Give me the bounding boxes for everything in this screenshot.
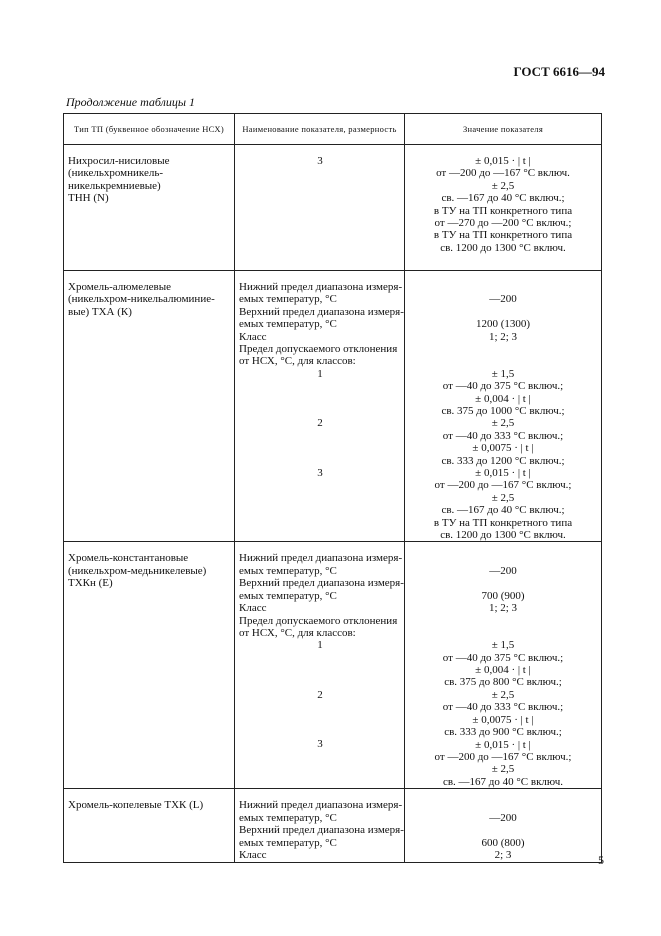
indicator-value-line: св. —167 до 40 °С включ.: [442, 775, 564, 788]
indicator-value-line: —200: [489, 564, 517, 577]
indicator-name-line: 3: [317, 738, 323, 751]
document-header: ГОСТ 6616—94: [513, 64, 605, 79]
indicator-name-line: 1: [317, 639, 323, 652]
thermocouple-type: [64, 145, 235, 271]
indicator-value: [405, 271, 602, 542]
thermocouple-type-line: ТНН (N): [68, 192, 109, 205]
indicator-name: [235, 789, 405, 862]
indicator-name-line: емых температур, °С: [239, 811, 337, 824]
specification-table: [63, 113, 602, 863]
table-row: [64, 789, 602, 862]
thermocouple-type-line: ТХКн (Е): [68, 577, 113, 590]
indicator-value-line: ± 1,5: [491, 367, 515, 380]
table-row: [64, 271, 602, 542]
header-type: Тип ТП (буквенное обозначение НСХ): [64, 114, 235, 145]
indicator-value-line: ± 2,5: [491, 763, 515, 776]
indicator-value-line: —200: [489, 293, 517, 306]
indicator-value-line: св. 375 до 800 °С включ.;: [444, 676, 562, 689]
thermocouple-type-line: Хромель-константановые: [68, 552, 189, 565]
table-row: [64, 542, 602, 789]
thermocouple-type: [64, 542, 235, 789]
spacer: [407, 355, 599, 367]
indicator-value-line: ± 2,5: [491, 179, 515, 192]
indicator-name-line: 3: [317, 155, 323, 167]
indicator-value-line: от —200 до —167 °С включ.;: [434, 750, 572, 763]
indicator-value-line: 600 (800): [481, 836, 525, 849]
indicator-name-line: Нижний предел диапазона измеря-: [239, 552, 403, 565]
indicator-value-line: ± 0,004 · | t |: [475, 664, 531, 677]
indicator-name-line: емых температур, °С: [239, 318, 337, 331]
spacer: [407, 343, 599, 355]
indicator-name-line: Класс: [239, 330, 267, 343]
indicator-value-line: в ТУ на ТП конкретного типа: [433, 516, 573, 529]
spacer: [407, 281, 599, 293]
indicator-value-line: от —40 до 333 °С включ.;: [442, 701, 564, 714]
indicator-name-line: Предел допускаемого отклонения: [239, 343, 398, 356]
indicator-name-line: емых температур, °С: [239, 589, 337, 602]
indicator-value-line: ± 2,5: [491, 491, 515, 504]
spacer: [239, 405, 401, 417]
indicator-value-line: ± 0,015 · | t |: [475, 155, 531, 167]
indicator-value-line: от —40 до 375 °С включ.;: [442, 380, 564, 393]
indicator-value-line: св. 1200 до 1300 °С включ.: [440, 241, 566, 254]
indicator-name-line: 3: [317, 467, 323, 479]
thermocouple-type: [64, 271, 235, 542]
indicator-name-line: от НСХ, °С, для классов:: [239, 626, 356, 639]
indicator-value-line: —200: [489, 811, 517, 824]
table-row: [64, 145, 602, 271]
spacer: [239, 714, 401, 726]
table-continuation-caption: Продолжение таблицы 1: [66, 95, 196, 109]
indicator-name: [235, 542, 405, 789]
indicator-value-line: св. 1200 до 1300 °С включ.: [440, 529, 566, 542]
indicator-value-line: ± 2,5: [491, 688, 515, 701]
indicator-value-line: ± 0,0075 · | t |: [472, 442, 534, 455]
thermocouple-type: [64, 789, 235, 862]
indicator-name-line: 2: [317, 688, 323, 701]
indicator-name-line: Класс: [239, 602, 267, 615]
indicator-value-line: ± 0,015 · | t |: [475, 738, 531, 751]
indicator-value-line: ± 1,5: [491, 639, 515, 652]
thermocouple-type-line: (никельхромникель-: [68, 167, 164, 180]
indicator-name-line: 1: [317, 367, 323, 380]
indicator-value: [405, 542, 602, 789]
indicator-value-line: от —270 до —200 °С включ.;: [434, 217, 572, 230]
indicator-name-line: Класс: [239, 849, 267, 862]
indicator-value-line: св. 375 до 1000 °С включ.;: [441, 405, 565, 417]
indicator-value-line: св. —167 до 40 °С включ.;: [441, 504, 565, 517]
spacer: [239, 652, 401, 664]
indicator-value-line: от —40 до 375 °С включ.;: [442, 651, 564, 664]
indicator-value-line: от —200 до —167 °С включ.;: [434, 479, 572, 492]
thermocouple-type-line: (никельхром-никельалюминие-: [68, 293, 215, 306]
page-number: 5: [598, 853, 604, 867]
spacer: [239, 455, 401, 467]
indicator-value-line: от —200 до —167 °С включ.: [436, 167, 570, 180]
indicator-value-line: 1; 2; 3: [488, 330, 518, 343]
indicator-value-line: ± 0,004 · | t |: [475, 392, 531, 405]
indicator-value-line: св. 333 до 900 °С включ.;: [444, 726, 562, 739]
spacer: [239, 393, 401, 405]
spacer: [239, 442, 401, 454]
indicator-name: [235, 145, 405, 271]
thermocouple-type-line: никелькремниевые): [68, 179, 161, 192]
thermocouple-type-line: Нихросил-нисиловые: [68, 155, 170, 167]
indicator-value-line: св. —167 до 40 °С включ.;: [441, 192, 565, 205]
indicator-name-line: от НСХ, °С, для классов:: [239, 355, 356, 368]
spacer: [407, 824, 599, 836]
indicator-value-line: 2; 3: [494, 849, 512, 862]
spacer: [239, 726, 401, 738]
indicator-name-line: Нижний предел диапазона измеря-: [239, 799, 403, 812]
spacer: [239, 430, 401, 442]
indicator-value-line: ± 0,015 · | t |: [475, 467, 531, 480]
indicator-value-line: св. 333 до 1200 °С включ.;: [441, 454, 565, 467]
indicator-value-line: 700 (900): [481, 589, 525, 602]
table-header-row: [64, 114, 602, 145]
indicator-name-line: емых температур, °С: [239, 293, 337, 306]
spacer: [407, 627, 599, 639]
indicator-name-line: Нижний предел диапазона измеря-: [239, 281, 403, 293]
spacer: [407, 799, 599, 811]
indicator-value-line: в ТУ на ТП конкретного типа: [433, 204, 573, 217]
indicator-name-line: Верхний предел диапазона измеря-: [239, 305, 404, 318]
thermocouple-type-line: Хромель-копелевые ТХК (L): [68, 799, 204, 812]
spacer: [407, 306, 599, 318]
indicator-value-line: ± 0,0075 · | t |: [472, 713, 534, 726]
indicator-value: [405, 789, 602, 862]
header-value: Значение показателя: [405, 114, 602, 145]
spacer: [407, 577, 599, 589]
indicator-value-line: 1200 (1300): [475, 318, 531, 331]
header-indicator: Наименование показателя, размерность: [235, 114, 405, 145]
spacer: [407, 552, 599, 564]
indicator-name-line: 2: [317, 417, 323, 430]
spacer: [407, 614, 599, 626]
indicator-value-line: ± 2,5: [491, 417, 515, 430]
indicator-name-line: Предел допускаемого отклонения: [239, 614, 398, 627]
indicator-value-line: 1; 2; 3: [488, 602, 518, 615]
spacer: [239, 664, 401, 676]
indicator-name-line: емых температур, °С: [239, 564, 337, 577]
spacer: [239, 380, 401, 392]
thermocouple-type-line: Хромель-алюмелевые: [68, 281, 171, 293]
indicator-name-line: Верхний предел диапазона измеря-: [239, 824, 404, 837]
thermocouple-type-line: (никельхром-медьникелевые): [68, 564, 207, 577]
indicator-name-line: емых температур, °С: [239, 836, 337, 849]
indicator-value-line: в ТУ на ТП конкретного типа: [433, 229, 573, 242]
spacer: [239, 677, 401, 689]
indicator-value: [405, 145, 602, 271]
indicator-name-line: Верхний предел диапазона измеря-: [239, 577, 404, 590]
thermocouple-type-line: вые) ТХА (К): [68, 305, 132, 318]
indicator-value-line: от —40 до 333 °С включ.;: [442, 429, 564, 442]
spacer: [239, 701, 401, 713]
indicator-name: [235, 271, 405, 542]
